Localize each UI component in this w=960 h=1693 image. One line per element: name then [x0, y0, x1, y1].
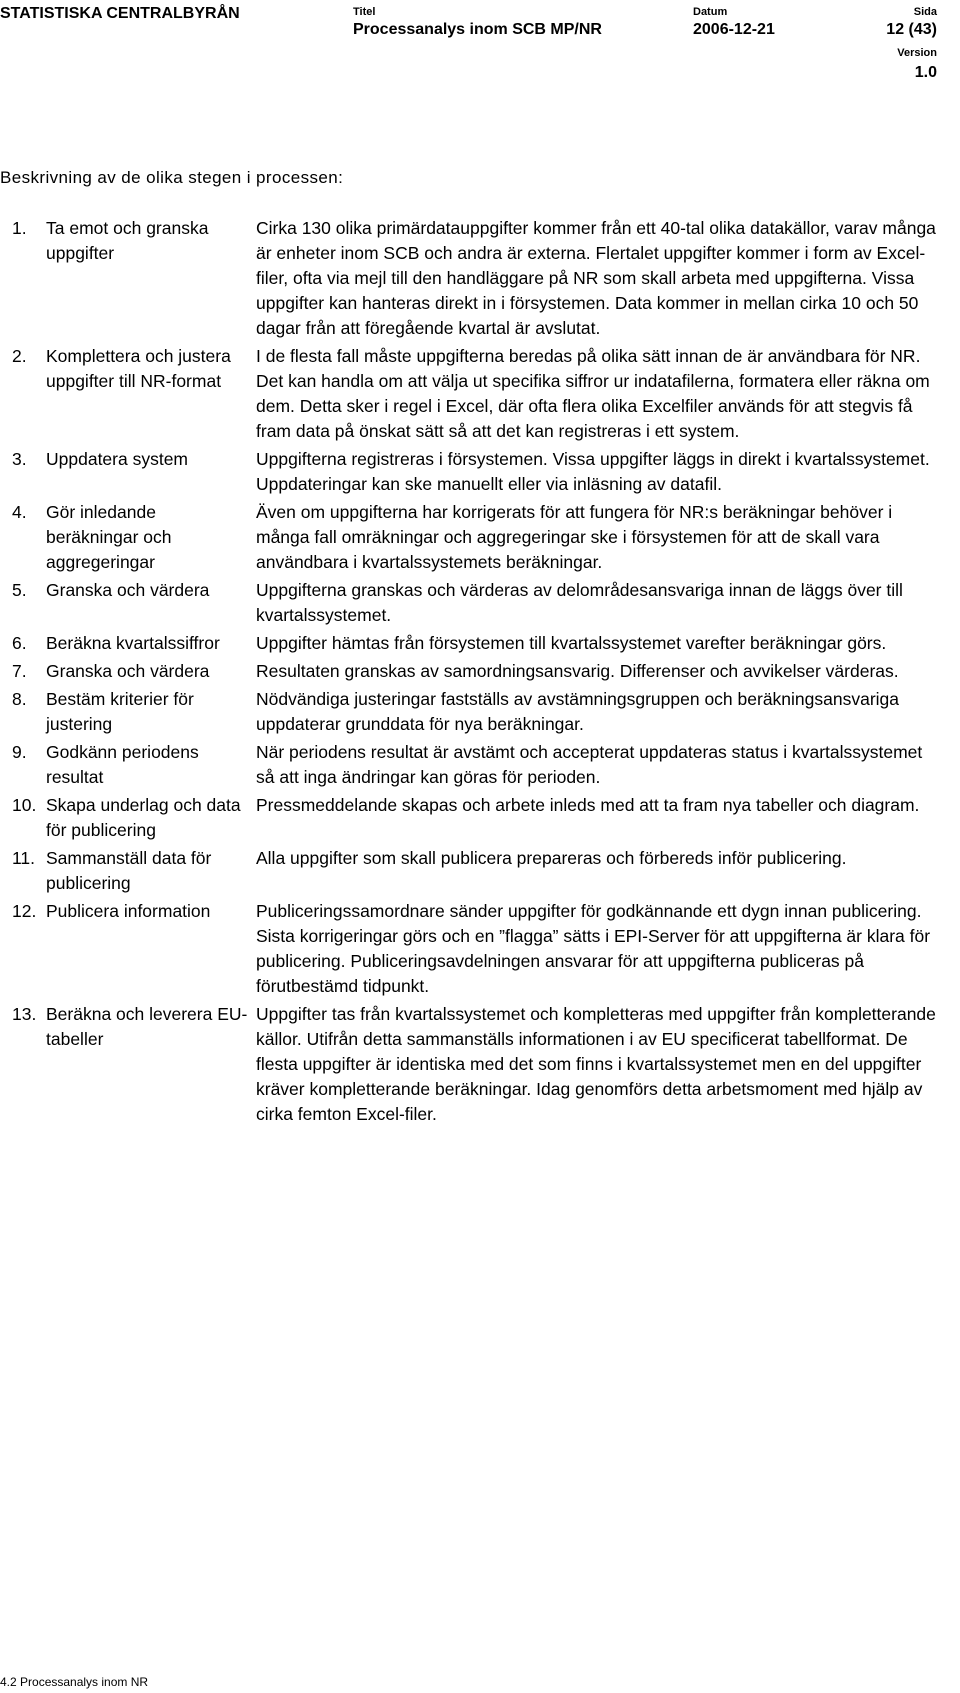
table-row	[0, 687, 940, 740]
step-label: Godkänn periodens resultat	[46, 742, 199, 787]
table-row	[0, 447, 940, 500]
page-header	[0, 0, 960, 81]
step-cell	[0, 344, 256, 447]
step-label: Gör inledande beräkningar och aggregeringar	[46, 502, 172, 572]
step-label: Bestäm kriterier för justering	[46, 689, 194, 734]
step-description: Cirka 130 olika primärdatauppgifter kommer från ett 40-tal olika datakällor, varav många är enheter inom SCB och andra är externa. Flertalet uppgifter kommer i form av Excel-filer, ofta via mejl till den handläggare på NR som skall arbeta med uppgifterna. Vissa uppgifter kan hanteras direkt in i försystemen. Data kommer in mellan cirka 10 och 50 dagar från att föregående kvartal är avslutat.	[256, 218, 936, 338]
step-number: 9.	[12, 742, 27, 762]
table-row	[0, 899, 940, 1002]
table-row	[0, 631, 940, 659]
table-row	[0, 578, 940, 631]
table-row	[0, 793, 940, 846]
step-number: 13.	[12, 1004, 37, 1024]
step-description: Uppgifterna registreras i försystemen. Vissa uppgifter läggs in direkt i kvartalssystemet. Uppdateringar kan ske manuellt eller via inläsning av datafil.	[256, 449, 930, 494]
step-number: 2.	[12, 346, 27, 366]
step-number: 7.	[12, 661, 27, 681]
organization-name: STATISTISKA CENTRALBYRÅN	[0, 5, 240, 22]
step-label: Publicera information	[46, 901, 211, 921]
step-number: 3.	[12, 449, 27, 469]
step-number: 10.	[12, 795, 37, 815]
step-description: Resultaten granskas av samordningsansvarig. Differenser och avvikelser värderas.	[256, 661, 899, 681]
version-value: 1.0	[914, 64, 937, 81]
step-cell	[0, 846, 256, 899]
step-label: Skapa underlag och data för publicering	[46, 795, 241, 840]
title-label: Titel	[353, 6, 376, 18]
step-description: Även om uppgifterna har korrigerats för att fungera för NR:s beräkningar behöver i många fall omräkningar och aggregeringar ske i försystemen för att de skall vara användbara i kvartalssystemets beräkningar.	[256, 502, 893, 572]
step-label: Uppdatera system	[46, 449, 189, 469]
step-description: Nödvändiga justeringar fastställs av avstämningsgruppen och beräkningsansvariga uppdaterar grunddata för nya beräkningar.	[256, 689, 900, 734]
table-row	[0, 740, 940, 793]
step-description: Uppgifterna granskas och värderas av delområdesansvariga innan de läggs över till kvartalssystemet.	[256, 580, 903, 625]
step-cell	[0, 659, 256, 687]
step-description: Uppgifter hämtas från försystemen till kvartalssystemet varefter beräkningar görs.	[256, 633, 887, 653]
date-label: Datum	[693, 6, 728, 18]
step-label: Sammanställ data för publicering	[46, 848, 212, 893]
step-cell	[0, 687, 256, 740]
step-number: 1.	[12, 218, 27, 238]
version-label: Version	[897, 47, 937, 59]
table-row	[0, 846, 940, 899]
step-cell	[0, 578, 256, 631]
step-label: Beräkna kvartalssiffror	[46, 633, 220, 653]
step-number: 12.	[12, 901, 37, 921]
step-cell	[0, 216, 256, 344]
step-label: Granska och värdera	[46, 580, 210, 600]
step-description: Pressmeddelande skapas och arbete inleds med att ta fram nya tabeller och diagram.	[256, 795, 920, 815]
step-number: 8.	[12, 689, 27, 709]
title-value: Processanalys inom SCB MP/NR	[353, 21, 602, 38]
step-cell	[0, 500, 256, 578]
footer-text: 4.2 Processanalys inom NR	[0, 1675, 149, 1689]
intro-text: Beskrivning av de olika stegen i processen:	[0, 168, 344, 187]
step-description: Publiceringssamordnare sänder uppgifter för godkännande ett dygn innan publicering. Sista korrigeringar görs och en ”flagga” sätts i EPI-Server för att uppgifterna är klara för publicering. Publiceringsavdelningen ansvarar för att uppgifterna publiceras på förutbestämd tidpunkt.	[256, 901, 931, 996]
step-number: 11.	[12, 848, 36, 868]
step-description: I de flesta fall måste uppgifterna beredas på olika sätt innan de är användbara för NR. Det kan handla om att välja ut specifika siffror ur indatafilerna, formatera eller räkna om dem. Detta sker i regel i Excel, där ofta flera olika Excelfiler används för att stegvis få fram data på önskat sätt så att det kan registreras i ett system.	[256, 346, 930, 441]
date-value: 2006-12-21	[693, 21, 775, 38]
table-row	[0, 1002, 940, 1130]
step-description: När periodens resultat är avstämt och accepterat uppdateras status i kvartalssystemet så att inga ändringar kan göras för perioden.	[256, 742, 923, 787]
table-row	[0, 344, 940, 447]
step-description: Uppgifter tas från kvartalssystemet och kompletteras med uppgifter från kompletterande källor. Utifrån detta sammanställs informationen i av EU specificerat tabellformat. De flesta uppgifter är identiska med det som finns i kvartalssystemet men en del uppgifter kräver kompletterande beräkningar. Idag genomförs detta arbetsmoment med hjälp av cirka femton Excel-filer.	[256, 1004, 936, 1124]
process-steps-table	[0, 216, 940, 1130]
step-label: Granska och värdera	[46, 661, 210, 681]
table-row	[0, 659, 940, 687]
step-label: Ta emot och granska uppgifter	[46, 218, 209, 263]
step-number: 6.	[12, 633, 27, 653]
step-cell	[0, 740, 256, 793]
step-number: 5.	[12, 580, 27, 600]
table-row	[0, 500, 940, 578]
table-row	[0, 216, 940, 344]
step-label: Beräkna och leverera EU-tabeller	[46, 1004, 248, 1049]
step-description: Alla uppgifter som skall publicera prepareras och förbereds inför publicering.	[256, 848, 847, 868]
step-number: 4.	[12, 502, 27, 522]
step-label: Komplettera och justera uppgifter till NR-format	[46, 346, 231, 391]
step-cell	[0, 899, 256, 1002]
page-label: Sida	[913, 6, 937, 18]
page-value: 12 (43)	[886, 21, 937, 38]
step-cell	[0, 793, 256, 846]
step-cell	[0, 631, 256, 659]
step-cell	[0, 1002, 256, 1130]
step-cell	[0, 447, 256, 500]
